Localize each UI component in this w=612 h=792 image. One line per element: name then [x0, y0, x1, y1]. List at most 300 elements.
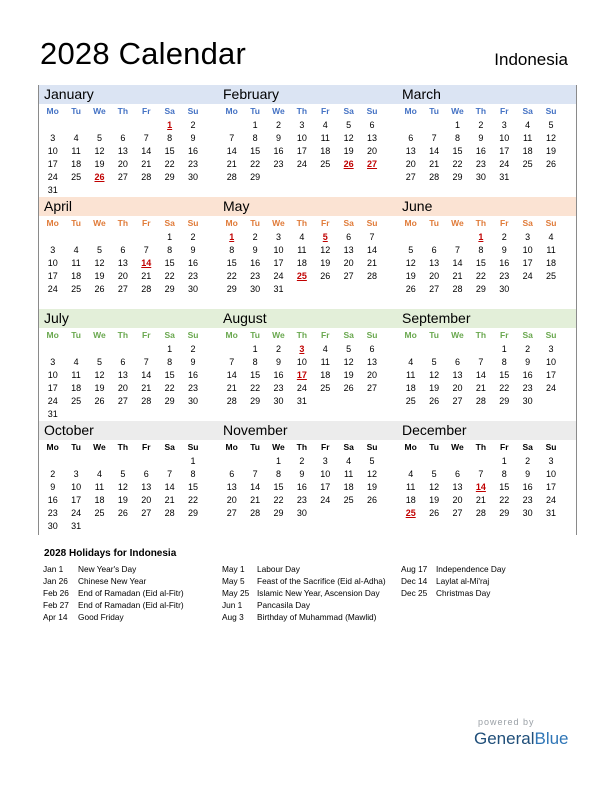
calendar-grid: [38, 85, 577, 535]
day-cell: 18: [320, 146, 331, 156]
day-cell: 29: [250, 172, 261, 182]
empty-day-cell: [314, 171, 337, 184]
day-cell: 12: [117, 482, 128, 492]
day-cell: 27: [343, 271, 354, 281]
week-row: [218, 369, 397, 382]
week-row: [218, 257, 397, 270]
weekday-label: Su: [187, 106, 199, 116]
day-cell: 16: [522, 370, 533, 380]
holiday-name: Chinese New Year: [78, 576, 147, 586]
weekday-label: Sa: [522, 442, 533, 452]
week-row: [397, 171, 576, 184]
month-february: [218, 85, 397, 184]
month-november: [218, 421, 397, 520]
holiday-name: Good Friday: [78, 612, 124, 622]
weekday-label: Mo: [225, 218, 238, 228]
holiday-day-cell: 1: [478, 232, 484, 242]
day-cell: 3: [548, 456, 554, 466]
weekday-label: Su: [366, 330, 378, 340]
day-cell: 18: [343, 482, 354, 492]
weekday-label: Th: [117, 442, 129, 452]
day-cell: 20: [226, 495, 237, 505]
empty-day-cell: [111, 184, 134, 197]
holiday-entry: [43, 599, 213, 611]
empty-day-cell: [422, 343, 445, 356]
day-cell: 17: [71, 495, 82, 505]
holiday-date: Jun 1: [222, 600, 243, 610]
holiday-entry: [222, 575, 390, 587]
day-cell: 26: [405, 284, 416, 294]
day-cell: 10: [546, 469, 557, 479]
week-row: [397, 343, 576, 356]
day-cell: 14: [164, 482, 175, 492]
day-cell: 4: [96, 469, 102, 479]
weekday-header: [39, 216, 218, 231]
month-name: December: [397, 421, 576, 440]
day-cell: 27: [452, 396, 463, 406]
day-cell: 24: [522, 271, 533, 281]
day-cell: 22: [164, 271, 175, 281]
empty-day-cell: [135, 455, 158, 468]
day-cell: 6: [454, 357, 460, 367]
day-cell: 20: [405, 159, 416, 169]
day-cell: 22: [475, 271, 486, 281]
day-cell: 5: [431, 357, 437, 367]
weekday-label: Tu: [429, 106, 439, 116]
day-cell: 21: [141, 383, 152, 393]
week-row: [218, 171, 397, 184]
day-cell: 8: [501, 469, 507, 479]
day-cell: 27: [429, 284, 440, 294]
week-row: [218, 231, 397, 244]
weekday-label: Su: [187, 218, 199, 228]
day-cell: 11: [406, 370, 416, 380]
weekday-label: Th: [296, 106, 308, 116]
month-july: [39, 309, 218, 421]
day-cell: 7: [478, 469, 484, 479]
day-cell: 20: [117, 271, 128, 281]
day-cell: 15: [226, 258, 237, 268]
day-cell: 26: [367, 495, 378, 505]
day-cell: 31: [47, 409, 58, 419]
day-cell: 4: [408, 469, 414, 479]
weekday-label: Su: [545, 330, 557, 340]
holiday-date: Jan 1: [43, 564, 64, 574]
day-cell: 29: [226, 284, 237, 294]
holiday-day-cell: 26: [94, 172, 105, 182]
week-row: [39, 468, 218, 481]
holiday-day-cell: 1: [167, 120, 173, 130]
day-cell: 24: [546, 495, 557, 505]
empty-day-cell: [337, 507, 360, 520]
day-cell: 15: [250, 146, 261, 156]
day-cell: 4: [73, 133, 79, 143]
week-row: [397, 244, 576, 257]
holiday-column-1: [43, 563, 213, 623]
weekday-label: Sa: [343, 218, 354, 228]
weekday-label: We: [451, 330, 464, 340]
day-cell: 15: [250, 370, 261, 380]
day-cell: 25: [405, 396, 416, 406]
week-row: [218, 158, 397, 171]
day-cell: 13: [141, 482, 152, 492]
week-row: [218, 356, 397, 369]
month-may: [218, 197, 397, 296]
day-cell: 28: [250, 508, 261, 518]
holiday-day-cell: 14: [475, 482, 486, 492]
day-cell: 18: [320, 370, 331, 380]
empty-day-cell: [539, 283, 562, 296]
weekday-label: Mo: [404, 330, 417, 340]
weekday-label: Sa: [164, 106, 175, 116]
weekday-label: Su: [545, 106, 557, 116]
day-cell: 4: [73, 357, 79, 367]
day-cell: 4: [322, 344, 328, 354]
day-cell: 6: [408, 133, 414, 143]
weekday-label: Tu: [250, 106, 260, 116]
empty-day-cell: [181, 408, 204, 421]
day-cell: 26: [546, 159, 557, 169]
day-cell: 11: [320, 133, 330, 143]
page-title: 2028 Calendar: [40, 36, 246, 71]
day-cell: 5: [346, 120, 352, 130]
weekday-label: Mo: [404, 442, 417, 452]
day-cell: 23: [475, 159, 486, 169]
day-cell: 19: [94, 383, 105, 393]
day-cell: 7: [454, 245, 460, 255]
day-cell: 7: [369, 232, 375, 242]
day-cell: 1: [501, 344, 507, 354]
weekday-label: We: [451, 442, 464, 452]
day-cell: 1: [275, 456, 281, 466]
day-cell: 12: [343, 133, 354, 143]
day-cell: 31: [499, 172, 510, 182]
empty-day-cell: [290, 171, 313, 184]
day-cell: 7: [143, 133, 149, 143]
day-cell: 16: [296, 482, 307, 492]
weekday-label: We: [451, 218, 464, 228]
weekday-label: Fr: [142, 106, 151, 116]
week-row: [218, 283, 397, 296]
weekday-label: We: [272, 218, 285, 228]
week-row: [397, 231, 576, 244]
day-cell: 9: [190, 133, 196, 143]
week-row: [39, 231, 218, 244]
day-cell: 3: [501, 120, 507, 130]
weekday-label: We: [272, 330, 285, 340]
weekday-label: Tu: [250, 330, 260, 340]
day-cell: 18: [71, 383, 82, 393]
empty-day-cell: [64, 119, 87, 132]
day-cell: 22: [273, 495, 284, 505]
day-cell: 23: [273, 159, 284, 169]
day-cell: 11: [406, 482, 416, 492]
day-cell: 30: [273, 396, 284, 406]
week-row: [39, 395, 218, 408]
day-cell: 20: [452, 495, 463, 505]
empty-day-cell: [399, 455, 422, 468]
empty-day-cell: [135, 231, 158, 244]
week-row: [39, 455, 218, 468]
weekday-label: Mo: [46, 106, 59, 116]
day-cell: 27: [226, 508, 237, 518]
month-january: [39, 85, 218, 197]
day-cell: 23: [522, 383, 533, 393]
day-cell: 16: [188, 258, 199, 268]
day-cell: 27: [117, 284, 128, 294]
day-cell: 10: [499, 133, 510, 143]
day-cell: 13: [367, 357, 378, 367]
day-cell: 6: [369, 120, 375, 130]
holiday-date: May 5: [222, 576, 245, 586]
day-cell: 1: [501, 456, 507, 466]
day-cell: 12: [94, 146, 105, 156]
day-cell: 29: [164, 284, 175, 294]
month-name: April: [39, 197, 218, 216]
day-cell: 2: [190, 232, 196, 242]
month-april: [39, 197, 218, 296]
day-cell: 19: [546, 146, 557, 156]
week-row: [39, 507, 218, 520]
day-cell: 21: [164, 495, 175, 505]
day-cell: 22: [499, 495, 510, 505]
holiday-entry: [43, 575, 213, 587]
week-row: [397, 494, 576, 507]
day-cell: 17: [546, 482, 557, 492]
holiday-day-cell: 25: [296, 271, 307, 281]
day-cell: 2: [299, 456, 305, 466]
day-cell: 14: [226, 370, 237, 380]
holiday-entry: [43, 587, 213, 599]
day-cell: 12: [405, 258, 416, 268]
day-cell: 28: [429, 172, 440, 182]
week-row: [39, 132, 218, 145]
empty-day-cell: [111, 231, 134, 244]
day-cell: 29: [164, 396, 175, 406]
week-row: [397, 395, 576, 408]
month-name: June: [397, 197, 576, 216]
week-row: [397, 257, 576, 270]
day-cell: 5: [369, 456, 375, 466]
day-cell: 3: [275, 232, 281, 242]
week-row: [218, 481, 397, 494]
day-cell: 15: [499, 482, 510, 492]
day-cell: 24: [47, 396, 58, 406]
day-cell: 9: [190, 245, 196, 255]
day-cell: 2: [525, 344, 531, 354]
weekday-label: Mo: [225, 106, 238, 116]
empty-day-cell: [41, 455, 64, 468]
day-cell: 9: [501, 245, 507, 255]
empty-day-cell: [399, 231, 422, 244]
day-cell: 13: [343, 245, 354, 255]
holiday-name: Labour Day: [257, 564, 300, 574]
weekday-label: Sa: [343, 106, 354, 116]
day-cell: 9: [525, 357, 531, 367]
month-name: January: [39, 85, 218, 104]
weekday-label: Fr: [142, 218, 151, 228]
empty-day-cell: [337, 283, 360, 296]
day-cell: 17: [47, 159, 58, 169]
holiday-entry: [222, 599, 390, 611]
day-cell: 27: [117, 396, 128, 406]
day-cell: 19: [94, 271, 105, 281]
day-cell: 12: [94, 370, 105, 380]
weekday-label: Sa: [343, 442, 354, 452]
week-row: [218, 455, 397, 468]
weekday-label: Mo: [225, 330, 238, 340]
day-cell: 30: [475, 172, 486, 182]
day-cell: 5: [408, 245, 414, 255]
holiday-name: Pancasila Day: [257, 600, 311, 610]
weekday-header: [39, 440, 218, 455]
week-row: [218, 270, 397, 283]
holiday-day-cell: 5: [322, 232, 328, 242]
day-cell: 7: [229, 133, 235, 143]
weekday-header: [397, 328, 576, 343]
day-cell: 5: [96, 357, 102, 367]
day-cell: 30: [499, 284, 510, 294]
day-cell: 23: [296, 495, 307, 505]
empty-day-cell: [88, 231, 111, 244]
week-row: [218, 145, 397, 158]
day-cell: 8: [478, 245, 484, 255]
weekday-label: Mo: [404, 218, 417, 228]
day-cell: 30: [250, 284, 261, 294]
week-row: [218, 343, 397, 356]
week-row: [39, 481, 218, 494]
day-cell: 2: [190, 120, 196, 130]
weekday-header: [39, 328, 218, 343]
day-cell: 1: [252, 120, 258, 130]
empty-day-cell: [135, 184, 158, 197]
week-row: [39, 356, 218, 369]
month-august: [218, 309, 397, 408]
weekday-label: Su: [187, 330, 199, 340]
weekday-label: Th: [117, 330, 129, 340]
empty-day-cell: [314, 283, 337, 296]
day-cell: 29: [499, 396, 510, 406]
week-row: [218, 244, 397, 257]
month-december: [397, 421, 576, 520]
day-cell: 7: [143, 357, 149, 367]
day-cell: 21: [367, 258, 378, 268]
weekday-label: Th: [296, 218, 308, 228]
day-cell: 20: [367, 146, 378, 156]
weekday-label: Mo: [46, 218, 59, 228]
weekday-label: We: [272, 442, 285, 452]
empty-day-cell: [446, 455, 469, 468]
day-cell: 15: [164, 258, 175, 268]
holiday-entry: [222, 587, 390, 599]
day-cell: 8: [252, 133, 258, 143]
week-row: [397, 132, 576, 145]
empty-day-cell: [64, 408, 87, 421]
day-cell: 22: [250, 383, 261, 393]
empty-day-cell: [360, 283, 383, 296]
day-cell: 2: [252, 232, 258, 242]
holiday-day-cell: 26: [343, 159, 354, 169]
day-cell: 15: [499, 370, 510, 380]
day-cell: 10: [296, 357, 307, 367]
weekday-label: Tu: [429, 218, 439, 228]
day-cell: 10: [522, 245, 533, 255]
day-cell: 30: [188, 172, 199, 182]
day-cell: 12: [343, 357, 354, 367]
day-cell: 23: [250, 271, 261, 281]
day-cell: 11: [297, 245, 307, 255]
day-cell: 24: [47, 284, 58, 294]
empty-day-cell: [135, 119, 158, 132]
weekday-label: We: [93, 218, 106, 228]
week-row: [397, 356, 576, 369]
day-cell: 7: [431, 133, 437, 143]
day-cell: 15: [452, 146, 463, 156]
holiday-name: Feast of the Sacrifice (Eid al-Adha): [257, 576, 386, 586]
day-cell: 1: [190, 456, 196, 466]
day-cell: 31: [47, 185, 58, 195]
holiday-date: Jan 26: [43, 576, 68, 586]
day-cell: 21: [475, 495, 486, 505]
day-cell: 6: [346, 232, 352, 242]
month-march: [397, 85, 576, 184]
day-cell: 18: [296, 258, 307, 268]
weekday-label: We: [93, 106, 106, 116]
day-cell: 19: [429, 495, 440, 505]
day-cell: 16: [188, 370, 199, 380]
holiday-entry: [401, 587, 571, 599]
day-cell: 23: [273, 383, 284, 393]
day-cell: 9: [478, 133, 484, 143]
day-cell: 30: [188, 396, 199, 406]
day-cell: 5: [431, 469, 437, 479]
day-cell: 14: [429, 146, 440, 156]
day-cell: 23: [47, 508, 58, 518]
week-row: [397, 507, 576, 520]
weekday-label: Tu: [429, 330, 439, 340]
day-cell: 3: [525, 232, 531, 242]
day-cell: 29: [250, 396, 261, 406]
day-cell: 7: [252, 469, 258, 479]
day-cell: 8: [167, 133, 173, 143]
weekday-label: Fr: [142, 330, 151, 340]
holiday-date: Dec 14: [401, 576, 428, 586]
brand-logo[interactable]: [474, 729, 569, 749]
weekday-label: Th: [475, 330, 487, 340]
weekday-label: Th: [117, 106, 129, 116]
empty-day-cell: [220, 119, 243, 132]
week-row: [39, 520, 218, 533]
day-cell: 16: [273, 370, 284, 380]
empty-day-cell: [111, 119, 134, 132]
week-row: [39, 257, 218, 270]
day-cell: 13: [117, 258, 128, 268]
empty-day-cell: [158, 184, 181, 197]
day-cell: 25: [71, 172, 82, 182]
empty-day-cell: [64, 184, 87, 197]
weekday-label: Tu: [429, 442, 439, 452]
weekday-label: Sa: [164, 330, 175, 340]
day-cell: 26: [429, 396, 440, 406]
day-cell: 5: [96, 133, 102, 143]
weekday-label: Mo: [46, 442, 59, 452]
day-cell: 20: [141, 495, 152, 505]
day-cell: 11: [94, 482, 105, 492]
weekday-header: [397, 216, 576, 231]
day-cell: 2: [501, 232, 507, 242]
day-cell: 14: [475, 370, 486, 380]
day-cell: 4: [408, 357, 414, 367]
